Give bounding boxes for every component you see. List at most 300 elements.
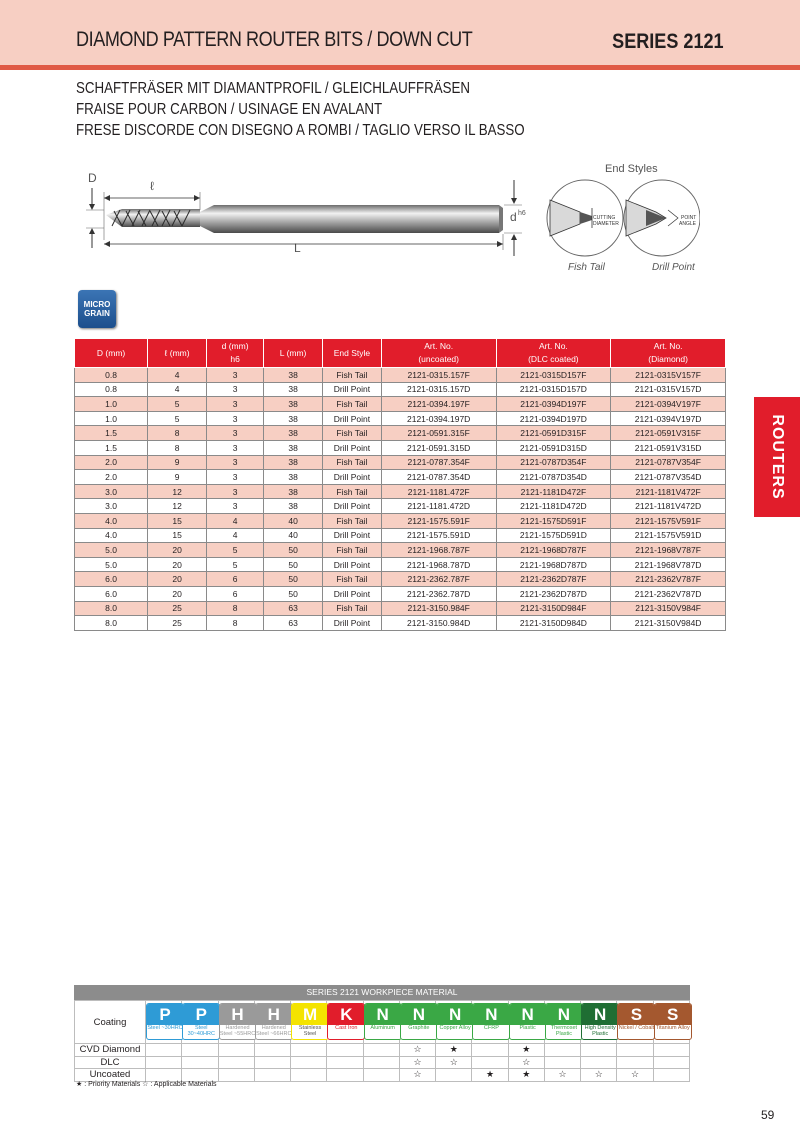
- material-mark: [327, 1044, 363, 1057]
- material-mark: ☆: [544, 1069, 580, 1082]
- table-cell: 9: [148, 455, 207, 470]
- material-column-header: [363, 1001, 399, 1044]
- material-badge: [327, 1003, 365, 1040]
- material-letter: P: [147, 1004, 183, 1025]
- table-row: [75, 368, 726, 383]
- dim-l-label: ℓ: [150, 179, 154, 193]
- table-cell: Drill Point: [323, 586, 382, 601]
- table-cell: 2121-0394D197F: [496, 397, 611, 412]
- material-letter: N: [473, 1004, 509, 1025]
- table-cell: 20: [148, 586, 207, 601]
- material-description: Copper Alloy: [439, 1025, 471, 1031]
- page-title: DIAMOND PATTERN ROUTER BITS / DOWN CUT: [76, 28, 473, 51]
- material-mark: [544, 1044, 580, 1057]
- table-cell: Fish Tail: [323, 601, 382, 616]
- subtitle-german: SCHAFTFRÄSER MIT DIAMANTPROFIL / GLEICHLAUFFRÄSEN: [76, 80, 471, 97]
- table-cell: 9: [148, 470, 207, 485]
- table-cell: 2121-1575.591D: [381, 528, 496, 543]
- table-cell: 2121-1181D472D: [496, 499, 611, 514]
- table-row: [75, 440, 726, 455]
- table-cell: 2121-1575D591F: [496, 513, 611, 528]
- table-cell: 25: [148, 601, 207, 616]
- table-cell: 38: [264, 484, 323, 499]
- col-header-L: L (mm): [264, 339, 323, 368]
- table-cell: Fish Tail: [323, 397, 382, 412]
- material-description: CFRP: [483, 1025, 499, 1031]
- material-badge: [654, 1003, 692, 1040]
- table-cell: 3: [207, 382, 264, 397]
- material-badge: [472, 1003, 510, 1040]
- table-cell: 25: [148, 616, 207, 631]
- material-mark: [544, 1056, 580, 1069]
- table-cell: 5: [207, 543, 264, 558]
- material-description: Steel 30~40HRC: [187, 1025, 215, 1037]
- col-header-diamond: Art. No. (Diamond): [611, 339, 726, 368]
- table-cell: 15: [148, 513, 207, 528]
- table-row: [75, 411, 726, 426]
- table-cell: 2121-2362D787D: [496, 586, 611, 601]
- drill-point-caption: Drill Point: [652, 262, 695, 273]
- badge-line-1: MICRO: [83, 300, 111, 309]
- table-cell: 3: [207, 499, 264, 514]
- material-description: Aluminum: [370, 1025, 395, 1031]
- table-cell: 2121-0394V197D: [611, 411, 726, 426]
- material-letter: P: [183, 1004, 219, 1025]
- table-cell: 8.0: [75, 616, 148, 631]
- material-description: Hardened Steel ~66HRC: [256, 1025, 292, 1037]
- material-mark: [291, 1069, 327, 1082]
- table-cell: 2121-0787.354F: [381, 455, 496, 470]
- coating-name: CVD Diamond: [75, 1044, 146, 1057]
- series-label: SERIES 2121: [612, 30, 724, 53]
- table-cell: 1.5: [75, 440, 148, 455]
- material-mark: ☆: [617, 1069, 653, 1082]
- material-mark: [182, 1044, 218, 1057]
- material-letter: S: [618, 1004, 654, 1025]
- material-letter: N: [582, 1004, 618, 1025]
- material-column-header: [508, 1001, 544, 1044]
- table-cell: Drill Point: [323, 382, 382, 397]
- table-cell: 2121-1968V787F: [611, 543, 726, 558]
- table-cell: 3: [207, 411, 264, 426]
- table-cell: 2121-1181.472F: [381, 484, 496, 499]
- table-cell: 5.0: [75, 557, 148, 572]
- table-row: [75, 426, 726, 441]
- material-table-title: SERIES 2121 WORKPIECE MATERIAL: [74, 985, 690, 1000]
- table-cell: 2121-3150.984D: [381, 616, 496, 631]
- material-row: [75, 1044, 690, 1057]
- cutting-label-1: CUTTING: [593, 215, 616, 221]
- material-mark: [653, 1069, 689, 1082]
- table-cell: 6.0: [75, 586, 148, 601]
- material-mark: [291, 1044, 327, 1057]
- material-mark: [653, 1044, 689, 1057]
- table-cell: 8: [148, 426, 207, 441]
- material-badge: [255, 1003, 293, 1040]
- table-cell: 2121-0591V315D: [611, 440, 726, 455]
- material-letter: N: [546, 1004, 582, 1025]
- table-cell: Fish Tail: [323, 543, 382, 558]
- table-cell: 2121-2362D787F: [496, 572, 611, 587]
- table-row: [75, 484, 726, 499]
- table-cell: Drill Point: [323, 557, 382, 572]
- material-mark: [653, 1056, 689, 1069]
- table-cell: Fish Tail: [323, 368, 382, 383]
- col-header-d: d (mm) h6: [207, 339, 264, 368]
- material-mark: [218, 1044, 254, 1057]
- material-mark: ☆: [436, 1056, 472, 1069]
- table-row: [75, 543, 726, 558]
- material-letter: H: [256, 1004, 292, 1025]
- table-cell: 8: [207, 601, 264, 616]
- table-cell: 3: [207, 484, 264, 499]
- table-cell: 5: [207, 557, 264, 572]
- table-cell: 4.0: [75, 513, 148, 528]
- table-cell: 2121-0787D354D: [496, 470, 611, 485]
- dim-d-label: d: [510, 210, 517, 224]
- table-cell: 50: [264, 543, 323, 558]
- table-cell: 2121-1575V591F: [611, 513, 726, 528]
- table-cell: 38: [264, 499, 323, 514]
- table-cell: 4: [148, 368, 207, 383]
- table-cell: 38: [264, 455, 323, 470]
- table-cell: 2121-1968D787D: [496, 557, 611, 572]
- material-mark: [182, 1056, 218, 1069]
- material-mark: [617, 1044, 653, 1057]
- table-cell: 15: [148, 528, 207, 543]
- material-mark: [436, 1069, 472, 1082]
- table-cell: 2121-0591V315F: [611, 426, 726, 441]
- cutting-label-2: DIAMETER: [593, 221, 619, 227]
- point-angle-label-2: ANGLE: [679, 221, 696, 227]
- table-cell: 2121-0591.315D: [381, 440, 496, 455]
- table-cell: 2121-0394V197F: [611, 397, 726, 412]
- material-badge: [617, 1003, 655, 1040]
- specification-table: [74, 338, 726, 631]
- table-cell: Drill Point: [323, 470, 382, 485]
- material-description: Thermoset Plastic: [550, 1025, 578, 1037]
- material-badge: [146, 1003, 184, 1040]
- table-row: [75, 586, 726, 601]
- material-badge: [364, 1003, 402, 1040]
- table-cell: 2121-2362.787F: [381, 572, 496, 587]
- table-cell: 1.0: [75, 397, 148, 412]
- material-letter: N: [401, 1004, 437, 1025]
- material-mark: ★: [508, 1044, 544, 1057]
- col-header-end-style: End Style: [323, 339, 382, 368]
- router-bit-drawing: [82, 160, 527, 260]
- table-cell: 4: [207, 528, 264, 543]
- table-cell: 2121-3150D984D: [496, 616, 611, 631]
- table-cell: 2121-1968.787F: [381, 543, 496, 558]
- table-cell: Fish Tail: [323, 455, 382, 470]
- table-cell: 5: [148, 411, 207, 426]
- material-mark: ☆: [399, 1044, 435, 1057]
- material-column-header: [254, 1001, 290, 1044]
- table-cell: 2121-0315V157F: [611, 368, 726, 383]
- material-mark: [363, 1056, 399, 1069]
- material-row: [75, 1056, 690, 1069]
- table-cell: 3: [207, 455, 264, 470]
- table-cell: 2121-1968D787F: [496, 543, 611, 558]
- table-cell: 3: [207, 470, 264, 485]
- material-mark: [327, 1056, 363, 1069]
- col-header-uncoated: Art. No. (uncoated): [381, 339, 496, 368]
- material-description: Nickel / Cobalt: [618, 1025, 655, 1031]
- material-legend: ★ : Priority Materials ☆ : Applicable Materials: [76, 1081, 217, 1088]
- material-letter: N: [437, 1004, 473, 1025]
- header-divider: [0, 65, 800, 70]
- table-row: [75, 513, 726, 528]
- material-column-header: [617, 1001, 653, 1044]
- table-cell: 2121-1575V591D: [611, 528, 726, 543]
- table-cell: 50: [264, 586, 323, 601]
- material-description: Plastic: [519, 1025, 536, 1031]
- material-mark: [472, 1044, 508, 1057]
- table-row: [75, 557, 726, 572]
- material-mark: ☆: [399, 1056, 435, 1069]
- material-badge: [219, 1003, 257, 1040]
- material-letter: H: [220, 1004, 256, 1025]
- material-mark: ★: [436, 1044, 472, 1057]
- table-cell: 20: [148, 572, 207, 587]
- material-mark: [291, 1056, 327, 1069]
- dim-D-label: D: [88, 171, 97, 185]
- material-column-header: [653, 1001, 689, 1044]
- material-column-header: [146, 1001, 182, 1044]
- table-row: [75, 616, 726, 631]
- material-mark: ★: [508, 1069, 544, 1082]
- table-cell: 2121-0787D354F: [496, 455, 611, 470]
- table-cell: 38: [264, 440, 323, 455]
- fish-tail-caption: Fish Tail: [568, 262, 605, 273]
- table-cell: 2121-0787V354D: [611, 470, 726, 485]
- table-cell: 38: [264, 411, 323, 426]
- table-cell: 38: [264, 368, 323, 383]
- material-letter: N: [365, 1004, 401, 1025]
- coating-name: DLC: [75, 1056, 146, 1069]
- table-cell: 8: [207, 616, 264, 631]
- material-column-header: [399, 1001, 435, 1044]
- material-column-header: [218, 1001, 254, 1044]
- table-cell: 38: [264, 382, 323, 397]
- table-cell: 2121-0394.197D: [381, 411, 496, 426]
- table-cell: 2121-1575.591F: [381, 513, 496, 528]
- material-mark: [617, 1056, 653, 1069]
- material-badge: [581, 1003, 619, 1040]
- material-mark: ☆: [581, 1069, 617, 1082]
- table-cell: 2121-0394.197F: [381, 397, 496, 412]
- table-cell: Drill Point: [323, 411, 382, 426]
- table-cell: 2121-1968.787D: [381, 557, 496, 572]
- material-letter: K: [328, 1004, 364, 1025]
- badge-line-2: GRAIN: [84, 309, 110, 318]
- table-cell: 1.0: [75, 411, 148, 426]
- material-mark: ★: [472, 1069, 508, 1082]
- table-cell: 40: [264, 513, 323, 528]
- col-header-dlc: Art. No. (DLC coated): [496, 339, 611, 368]
- material-column-header: [544, 1001, 580, 1044]
- material-mark: [146, 1056, 182, 1069]
- table-cell: 2121-3150.984F: [381, 601, 496, 616]
- table-cell: Drill Point: [323, 499, 382, 514]
- table-cell: 2121-0315D157F: [496, 368, 611, 383]
- table-row: [75, 572, 726, 587]
- table-cell: 2121-1181V472F: [611, 484, 726, 499]
- table-cell: 2121-0315V157D: [611, 382, 726, 397]
- col-header-D: D (mm): [75, 339, 148, 368]
- table-cell: 4.0: [75, 528, 148, 543]
- table-cell: 2121-0315D157D: [496, 382, 611, 397]
- table-cell: 2121-1181.472D: [381, 499, 496, 514]
- table-cell: 38: [264, 470, 323, 485]
- material-badge: [509, 1003, 547, 1040]
- end-styles-diagram: [540, 160, 700, 275]
- table-cell: 8: [148, 440, 207, 455]
- table-cell: 5: [148, 397, 207, 412]
- material-letter: S: [655, 1004, 691, 1025]
- table-cell: 2121-0315.157D: [381, 382, 496, 397]
- table-cell: Fish Tail: [323, 426, 382, 441]
- table-cell: 12: [148, 484, 207, 499]
- material-mark: [581, 1044, 617, 1057]
- material-badge: [400, 1003, 438, 1040]
- table-cell: 2121-3150D984F: [496, 601, 611, 616]
- dim-L-label: L: [294, 241, 301, 255]
- table-cell: 3.0: [75, 499, 148, 514]
- table-cell: 0.8: [75, 382, 148, 397]
- material-mark: [254, 1056, 290, 1069]
- table-cell: 2121-0787.354D: [381, 470, 496, 485]
- table-cell: 2121-3150V984D: [611, 616, 726, 631]
- table-row: [75, 470, 726, 485]
- table-cell: 4: [148, 382, 207, 397]
- material-header-row: [75, 1001, 690, 1044]
- table-row: [75, 397, 726, 412]
- table-cell: 8.0: [75, 601, 148, 616]
- table-cell: 2121-2362V787F: [611, 572, 726, 587]
- material-description: Titanium Alloy: [655, 1025, 690, 1031]
- table-cell: 2.0: [75, 470, 148, 485]
- table-cell: 12: [148, 499, 207, 514]
- material-description: High Density Plastic: [584, 1025, 616, 1037]
- material-mark: ☆: [399, 1069, 435, 1082]
- material-letter: M: [292, 1004, 328, 1025]
- table-cell: 5.0: [75, 543, 148, 558]
- table-cell: Drill Point: [323, 528, 382, 543]
- table-cell: 3: [207, 440, 264, 455]
- material-column-header: [436, 1001, 472, 1044]
- subtitle-french: FRAISE POUR CARBON / USINAGE EN AVALANT: [76, 101, 383, 118]
- routers-side-tab: [754, 397, 800, 517]
- material-description: Cast Iron: [335, 1025, 358, 1031]
- table-row: [75, 499, 726, 514]
- table-cell: 2121-2362V787D: [611, 586, 726, 601]
- table-cell: 3: [207, 397, 264, 412]
- material-column-header: [182, 1001, 218, 1044]
- material-description: Steel ~30HRC: [147, 1025, 183, 1031]
- table-cell: 2121-0591.315F: [381, 426, 496, 441]
- table-cell: 2121-3150V984F: [611, 601, 726, 616]
- table-cell: 2121-0591D315D: [496, 440, 611, 455]
- table-cell: 2121-0787V354F: [611, 455, 726, 470]
- material-mark: [581, 1056, 617, 1069]
- table-cell: 3.0: [75, 484, 148, 499]
- table-row: [75, 601, 726, 616]
- table-cell: 2121-0394D197D: [496, 411, 611, 426]
- table-cell: 2121-0591D315F: [496, 426, 611, 441]
- coating-label: Coating: [75, 1001, 146, 1044]
- col-header-l: ℓ (mm): [148, 339, 207, 368]
- material-badge: [182, 1003, 220, 1040]
- table-cell: 63: [264, 616, 323, 631]
- material-mark: [472, 1056, 508, 1069]
- table-row: [75, 382, 726, 397]
- table-cell: 2121-2362.787D: [381, 586, 496, 601]
- table-cell: 50: [264, 557, 323, 572]
- material-column-header: [581, 1001, 617, 1044]
- table-cell: Drill Point: [323, 440, 382, 455]
- material-mark: [363, 1069, 399, 1082]
- material-badge: [291, 1003, 329, 1040]
- material-mark: [218, 1056, 254, 1069]
- table-cell: 3: [207, 368, 264, 383]
- table-row: [75, 528, 726, 543]
- material-mark: [254, 1044, 290, 1057]
- material-mark: [327, 1069, 363, 1082]
- table-cell: 20: [148, 557, 207, 572]
- material-letter: N: [510, 1004, 546, 1025]
- dim-h6-label: h6: [518, 210, 526, 217]
- material-mark: ☆: [508, 1056, 544, 1069]
- table-cell: 6: [207, 572, 264, 587]
- table-cell: 0.8: [75, 368, 148, 383]
- end-styles-title: End Styles: [605, 163, 658, 175]
- page-number: 59: [761, 1108, 775, 1122]
- table-cell: Fish Tail: [323, 572, 382, 587]
- workpiece-material-table: [74, 985, 690, 1082]
- table-cell: 2121-1575D591D: [496, 528, 611, 543]
- point-angle-label-1: POINT: [681, 215, 697, 221]
- material-mark: [363, 1044, 399, 1057]
- table-cell: 2121-1181D472F: [496, 484, 611, 499]
- table-cell: 4: [207, 513, 264, 528]
- shank: [214, 205, 499, 233]
- table-cell: 6: [207, 586, 264, 601]
- material-column-header: [291, 1001, 327, 1044]
- table-cell: 1.5: [75, 426, 148, 441]
- side-tab-label: ROUTERS: [769, 414, 786, 500]
- table-cell: 2121-1181V472D: [611, 499, 726, 514]
- material-description: Graphite: [408, 1025, 430, 1031]
- table-cell: Fish Tail: [323, 484, 382, 499]
- material-column-header: [472, 1001, 508, 1044]
- table-cell: 40: [264, 528, 323, 543]
- table-cell: 38: [264, 426, 323, 441]
- table-cell: 2121-1968V787D: [611, 557, 726, 572]
- table-row: [75, 455, 726, 470]
- material-column-header: [327, 1001, 363, 1044]
- table-header-row: [75, 339, 726, 368]
- table-cell: 50: [264, 572, 323, 587]
- material-mark: [254, 1069, 290, 1082]
- material-description: Hardened Steel ~55HRC: [219, 1025, 256, 1037]
- table-cell: 2121-0315.157F: [381, 368, 496, 383]
- table-cell: 63: [264, 601, 323, 616]
- coating-name: Uncoated: [75, 1069, 146, 1082]
- table-cell: 2.0: [75, 455, 148, 470]
- table-cell: Drill Point: [323, 616, 382, 631]
